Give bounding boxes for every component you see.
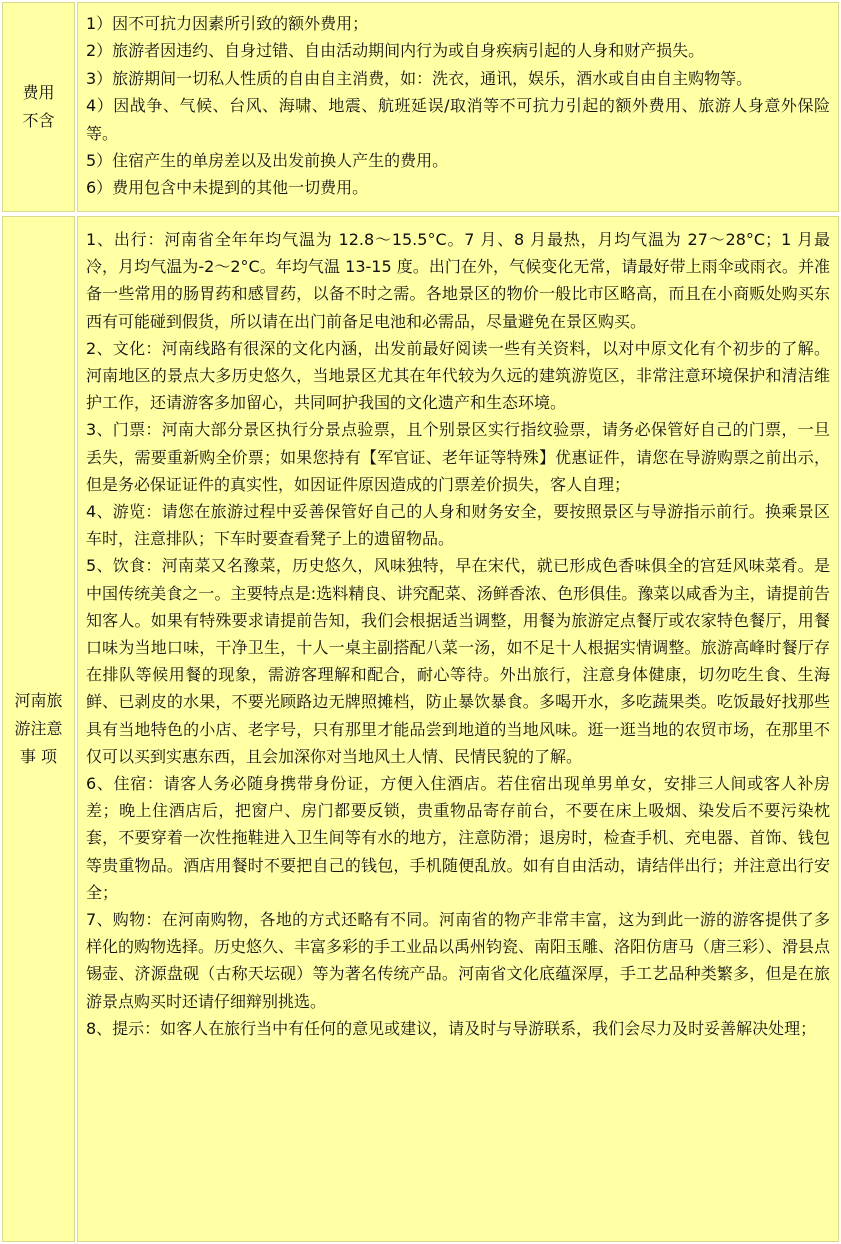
list-item: 3）旅游期间一切私人性质的自由自主消费，如：洗衣，通讯，娱乐，酒水或自由自主购物等。 (86, 68, 753, 88)
table-row-travel-notes (0, 214, 841, 1244)
row-content-cell (77, 2, 839, 212)
table-row-cost-excluded (0, 0, 841, 214)
list-item: 7、购物：在河南购物，各地的方式还略有不同。河南省的物产非常丰富，这为到此一游的游客提供了多样化的购物选择。历史悠久、丰富多彩的手工业品以禹州钧瓷、南阳玉雕、洛阳仿唐马（唐三彩）、滑县点锡壶、济源盘砚（古称天坛砚）等为著名传统产品。河南省文化底蕴深厚，手工艺品种类繁多，但是在旅游景点购买时还请仔细辩别挑选。 (86, 910, 831, 1011)
list-item: 6、住宿：请客人务必随身携带身份证，方便入住酒店。若住宿出现单男单女，安排三人间或客人补房差；晚上住酒店后，把窗户、房门都要反锁，贵重物品寄存前台，不要在床上吸烟、染发后不要污染枕套，不要穿着一次性拖鞋进入卫生间等有水的地方，注意防滑；退房时，检查手机、充电器、首饰、钱包等贵重物品。酒店用餐时不要把自己的钱包，手机随便乱放。如有自由活动，请结伴出行；并注意出行安全； (86, 774, 830, 902)
list-item: 1、出行：河南省全年年均气温为 12.8～15.5°C。7 月、8 月最热，月均气温为 27～28°C；1 月最冷，月均气温为-2～2°C。年均气温 13-15 度。出门在外，气候变化无常，请最好带上雨伞或雨衣。并准备一些常用的肠胃药和感冒药，以备不时之需。各地景区的物价一般比市区略高，而且在小商贩处购买东西有可能碰到假货，所以请在出门前备足电池和必需品，尽量避免在景区购买。 (86, 230, 830, 331)
list-item: 5、饮食：河南菜又名豫菜，历史悠久，风味独特，早在宋代，就已形成色香味俱全的宫廷风味菜肴。是中国传统美食之一。主要特点是:选料精良、讲究配菜、汤鲜香浓、色形俱佳。豫菜以咸香为主，请提前告知客人。如果有特殊要求请提前告知，我们会根据适当调整，用餐为旅游定点餐厅或农家特色餐厅，用餐口味为当地口味，干净卫生，十人一桌主副搭配八菜一汤，如不足十人根据实情调整。旅游高峰时餐厅存在排队等候用餐的现象，需游客理解和配合，耐心等待。外出旅行，注意身体健康，切勿吃生食、生海鲜、已剥皮的水果，不要光顾路边无牌照摊档，防止暴饮暴食。多喝开水，多吃蔬果类。吃饭最好找那些具有当地特色的小店、老字号，只有那里才能品尝到地道的当地风味。逛一逛当地的农贸市场，在那里不仅可以买到实惠东西，且会加深你对当地风土人情、民情民貌的了解。 (86, 556, 830, 766)
list-item: 5）住宿产生的单房差以及出发前换人产生的费用。 (86, 151, 449, 171)
list-item: 6）费用包含中未提到的其他一切费用。 (86, 178, 369, 198)
row-label-cell (2, 216, 75, 1242)
list-item: 2、文化：河南线路有很深的文化内涵，出发前最好阅读一些有关资料，以对中原文化有个初步的了解。河南地区的景点大多历史悠久，当地景区尤其在年代较为久远的建筑游览区，非常注意环境保护和清洁维护工作，还请游客多加留心，共同呵护我国的文化遗产和生态环境。 (86, 338, 830, 413)
list-item: 4）因战争、气候、台风、海啸、地震、航班延误/取消等不可抗力引起的额外费用、旅游人身意外保险等。 (86, 96, 830, 143)
row-label: 河南旅 游注意 事 项 (14, 691, 63, 766)
list-item: 4、游览：请您在旅游过程中妥善保管好自己的人身和财务安全，要按照景区与导游指示前行。换乘景区车时，注意排队；下车时要查看凳子上的遗留物品。 (86, 502, 830, 549)
row-content-cell (77, 216, 839, 1242)
list-item: 8、提示：如客人在旅行当中有任何的意见或建议，请及时与导游联系，我们会尽力及时妥善解决处理； (86, 1018, 817, 1038)
row-label-cell (2, 2, 75, 212)
list-item: 2）旅游者因违约、自身过错、自由活动期间内行为或自身疾病引起的人身和财产损失。 (86, 41, 705, 61)
list-item: 3、门票：河南大部分景区执行分景点验票，且个别景区实行指纹验票，请务必保管好自己的门票，一旦丢失，需要重新购全价票；如果您持有【军官证、老年证等特殊】优惠证件，请您在导游购票之前出示，但是务必保证证件的真实性，如因证件原因造成的门票差价损失，客人自理； (86, 420, 830, 494)
row-label: 费用 不含 (22, 83, 55, 130)
list-item: 1）因不可抗力因素所引致的额外费用； (86, 14, 369, 33)
